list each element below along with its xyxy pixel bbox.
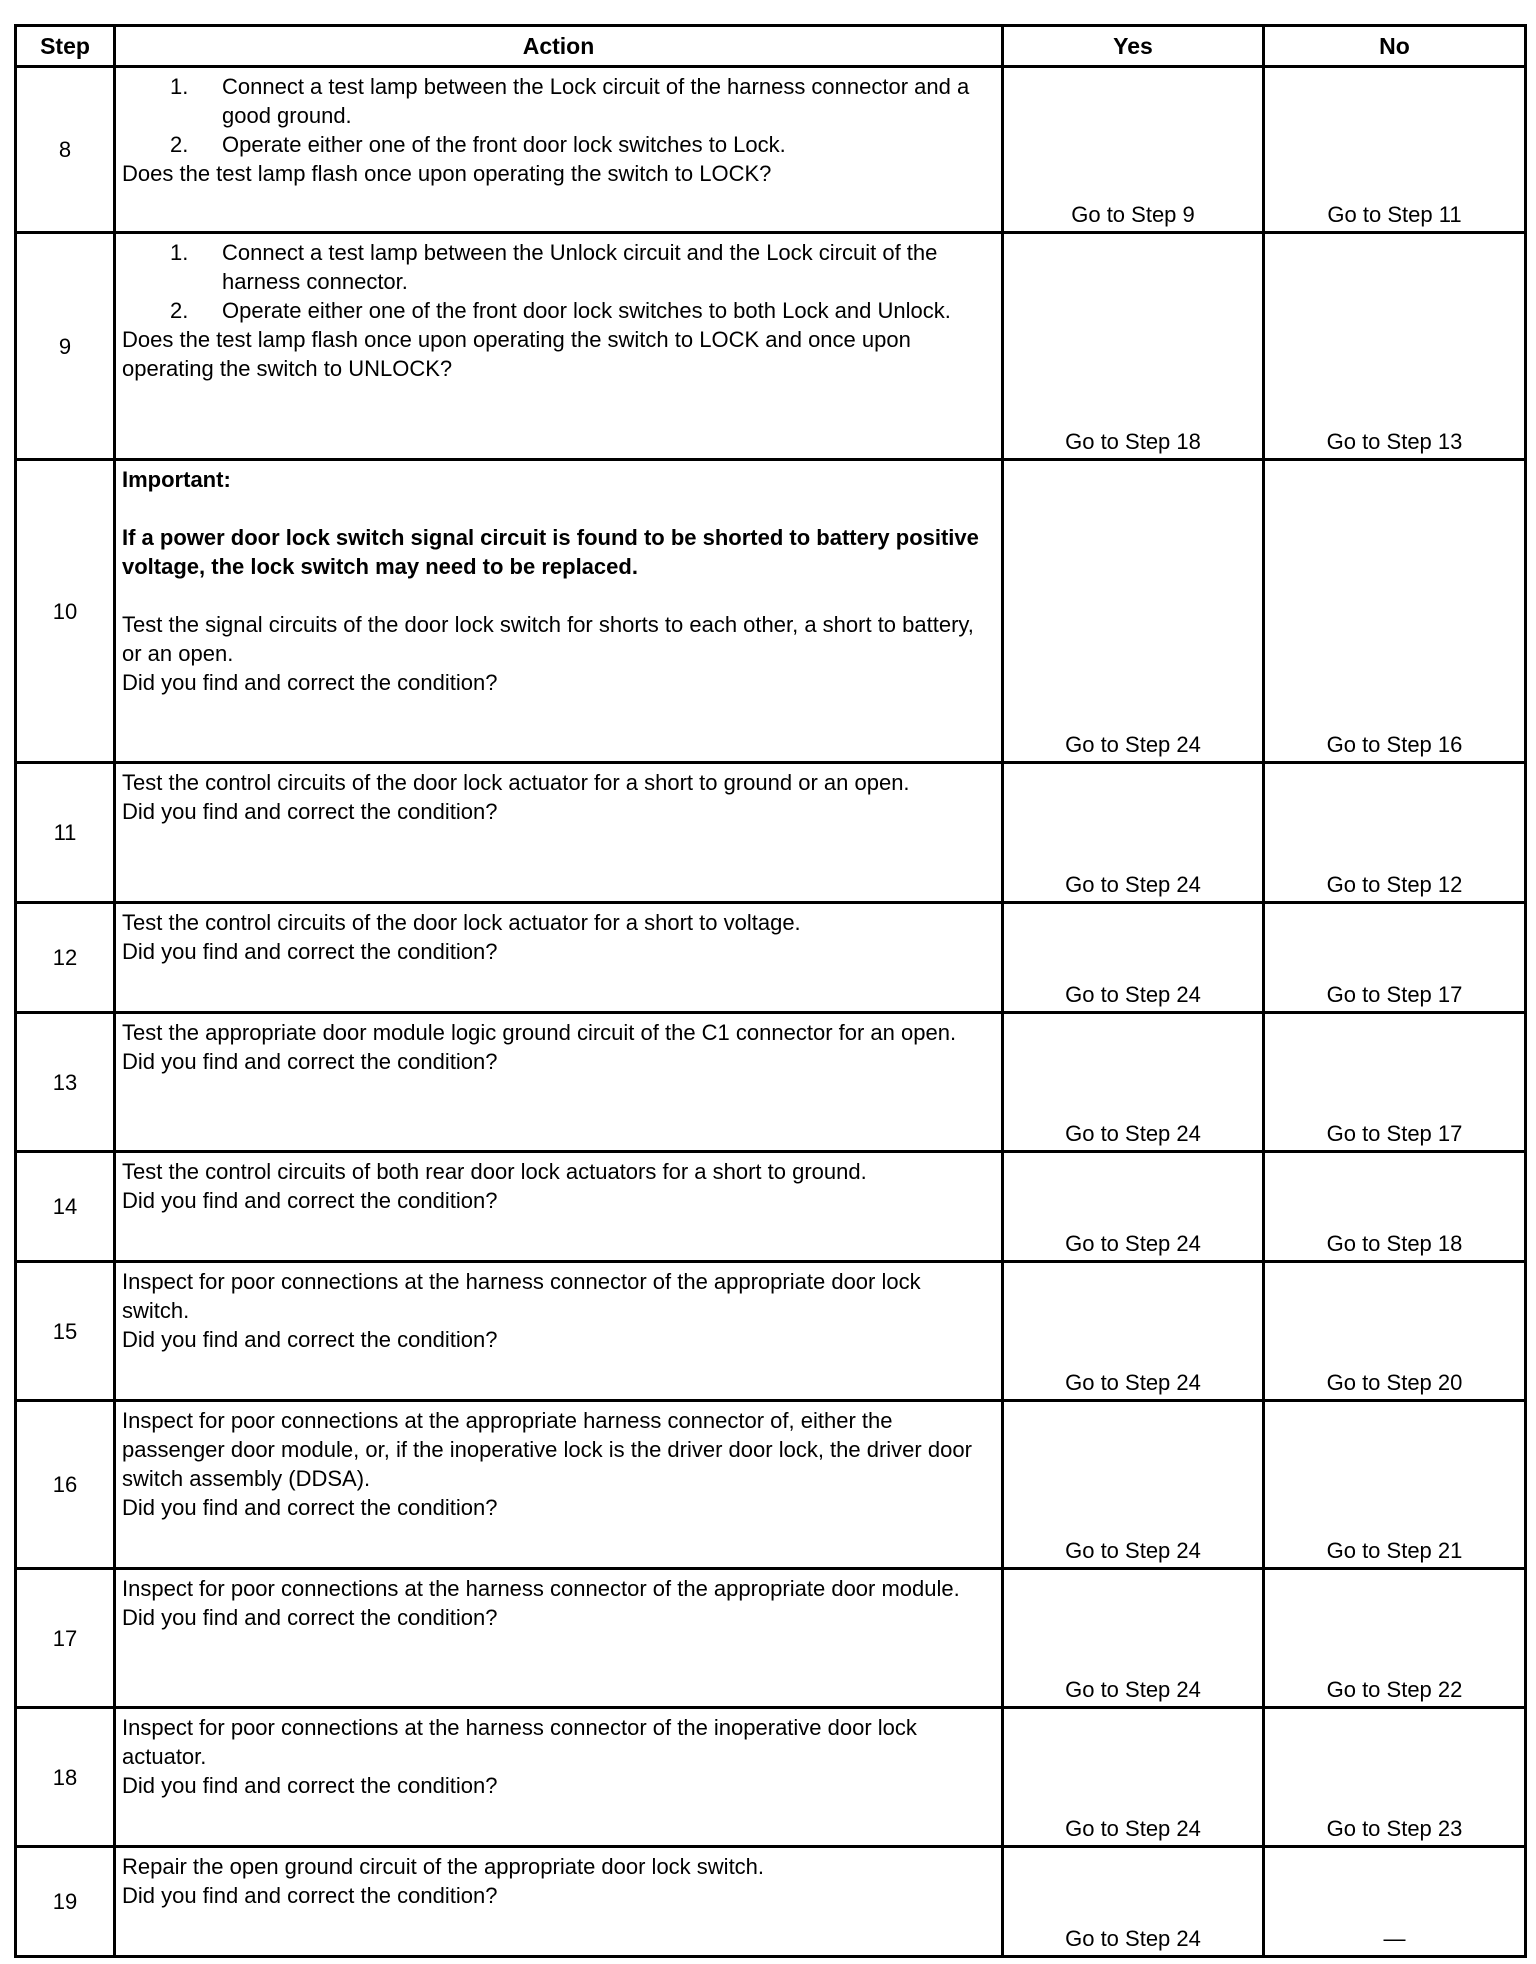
- no-result: Go to Step 21: [1264, 1401, 1526, 1569]
- no-result: Go to Step 16: [1264, 460, 1526, 763]
- table-row: [16, 233, 1526, 460]
- action-text: Repair the open ground circuit of the appropriate door lock switch.: [122, 1854, 765, 1879]
- action-question: Did you find and correct the condition?: [122, 799, 498, 824]
- table-row: [16, 1708, 1526, 1847]
- action-question: Did you find and correct the condition?: [122, 1773, 498, 1798]
- action-cell: [115, 1013, 1003, 1152]
- action-question: Does the test lamp flash once upon operating the switch to LOCK and once upon operating the switch to UNLOCK?: [122, 327, 911, 381]
- action-text: Test the control circuits of both rear door lock actuators for a short to ground.: [122, 1159, 867, 1184]
- important-label: Important:: [122, 467, 231, 492]
- list-item: 2. Operate either one of the front door lock switches to both Lock and Unlock.: [170, 298, 951, 323]
- table-row: [16, 1401, 1526, 1569]
- step-number: 14: [16, 1152, 115, 1262]
- action-cell: [115, 763, 1003, 903]
- table-row: [16, 903, 1526, 1013]
- action-text: Inspect for poor connections at the appropriate harness connector of, either the passenger door module, or, if the inoperative lock is the driver door lock, the driver door switch assembly (DDSA).: [122, 1408, 972, 1491]
- action-text: Test the signal circuits of the door lock switch for shorts to each other, a short to battery, or an open.: [122, 612, 974, 666]
- table-row: [16, 67, 1526, 233]
- yes-result: Go to Step 24: [1003, 1708, 1264, 1847]
- yes-result: Go to Step 24: [1003, 1013, 1264, 1152]
- no-result: Go to Step 20: [1264, 1262, 1526, 1401]
- diagnostic-table: [14, 24, 1527, 1958]
- step-number: 10: [16, 460, 115, 763]
- action-text: Inspect for poor connections at the harness connector of the inoperative door lock actuator.: [122, 1715, 917, 1769]
- yes-result: Go to Step 24: [1003, 1152, 1264, 1262]
- step-number: 15: [16, 1262, 115, 1401]
- list-item: 1. Connect a test lamp between the Unlock circuit and the Lock circuit of the harness connector.: [170, 240, 938, 294]
- instruction-list: [122, 72, 993, 159]
- instruction-list: [122, 238, 993, 325]
- yes-result: Go to Step 24: [1003, 763, 1264, 903]
- action-question: Did you find and correct the condition?: [122, 1049, 498, 1074]
- yes-result: Go to Step 24: [1003, 1262, 1264, 1401]
- action-cell: [115, 67, 1003, 233]
- action-question: Does the test lamp flash once upon operating the switch to LOCK?: [122, 161, 772, 186]
- yes-result: Go to Step 18: [1003, 233, 1264, 460]
- step-number: 16: [16, 1401, 115, 1569]
- action-question: Did you find and correct the condition?: [122, 1327, 498, 1352]
- header-row: [16, 26, 1526, 67]
- step-number: 8: [16, 67, 115, 233]
- no-result: Go to Step 17: [1264, 1013, 1526, 1152]
- no-result: Go to Step 22: [1264, 1569, 1526, 1708]
- action-text: Test the appropriate door module logic ground circuit of the C1 connector for an open.: [122, 1020, 957, 1045]
- no-result: Go to Step 11: [1264, 67, 1526, 233]
- step-number: 13: [16, 1013, 115, 1152]
- no-result: Go to Step 18: [1264, 1152, 1526, 1262]
- action-cell: [115, 460, 1003, 763]
- table-row: [16, 1262, 1526, 1401]
- yes-result: Go to Step 24: [1003, 903, 1264, 1013]
- header-no: No: [1264, 26, 1526, 67]
- table-row: [16, 1152, 1526, 1262]
- action-cell: [115, 1262, 1003, 1401]
- action-cell: [115, 1708, 1003, 1847]
- action-cell: [115, 903, 1003, 1013]
- no-result: —: [1264, 1847, 1526, 1957]
- action-question: Did you find and correct the condition?: [122, 670, 498, 695]
- yes-result: Go to Step 9: [1003, 67, 1264, 233]
- list-item: 1. Connect a test lamp between the Lock circuit of the harness connector and a good ground.: [170, 74, 970, 128]
- action-cell: [115, 233, 1003, 460]
- step-number: 11: [16, 763, 115, 903]
- table-row: [16, 1569, 1526, 1708]
- no-result: Go to Step 12: [1264, 763, 1526, 903]
- header-yes: Yes: [1003, 26, 1264, 67]
- no-result: Go to Step 17: [1264, 903, 1526, 1013]
- yes-result: Go to Step 24: [1003, 1569, 1264, 1708]
- important-note: If a power door lock switch signal circuit is found to be shorted to battery positive voltage, the lock switch may need to be replaced.: [122, 525, 979, 579]
- action-cell: [115, 1569, 1003, 1708]
- action-text: Test the control circuits of the door lock actuator for a short to voltage.: [122, 910, 801, 935]
- list-item: 2. Operate either one of the front door lock switches to Lock.: [170, 132, 786, 157]
- action-question: Did you find and correct the condition?: [122, 1883, 498, 1908]
- yes-result: Go to Step 24: [1003, 460, 1264, 763]
- action-text: Inspect for poor connections at the harness connector of the appropriate door module.: [122, 1576, 960, 1601]
- no-result: Go to Step 23: [1264, 1708, 1526, 1847]
- table-row: [16, 1847, 1526, 1957]
- table-row: [16, 763, 1526, 903]
- action-cell: [115, 1401, 1003, 1569]
- yes-result: Go to Step 24: [1003, 1847, 1264, 1957]
- step-number: 17: [16, 1569, 115, 1708]
- action-cell: [115, 1847, 1003, 1957]
- action-cell: [115, 1152, 1003, 1262]
- header-step: Step: [16, 26, 115, 67]
- action-text: Test the control circuits of the door lock actuator for a short to ground or an open.: [122, 770, 910, 795]
- no-result: Go to Step 13: [1264, 233, 1526, 460]
- table-row: [16, 460, 1526, 763]
- header-action: Action: [115, 26, 1003, 67]
- action-question: Did you find and correct the condition?: [122, 1495, 498, 1520]
- table-row: [16, 1013, 1526, 1152]
- action-question: Did you find and correct the condition?: [122, 1188, 498, 1213]
- step-number: 9: [16, 233, 115, 460]
- action-question: Did you find and correct the condition?: [122, 939, 498, 964]
- yes-result: Go to Step 24: [1003, 1401, 1264, 1569]
- action-text: Inspect for poor connections at the harness connector of the appropriate door lock switch.: [122, 1269, 921, 1323]
- step-number: 12: [16, 903, 115, 1013]
- action-question: Did you find and correct the condition?: [122, 1605, 498, 1630]
- step-number: 18: [16, 1708, 115, 1847]
- step-number: 19: [16, 1847, 115, 1957]
